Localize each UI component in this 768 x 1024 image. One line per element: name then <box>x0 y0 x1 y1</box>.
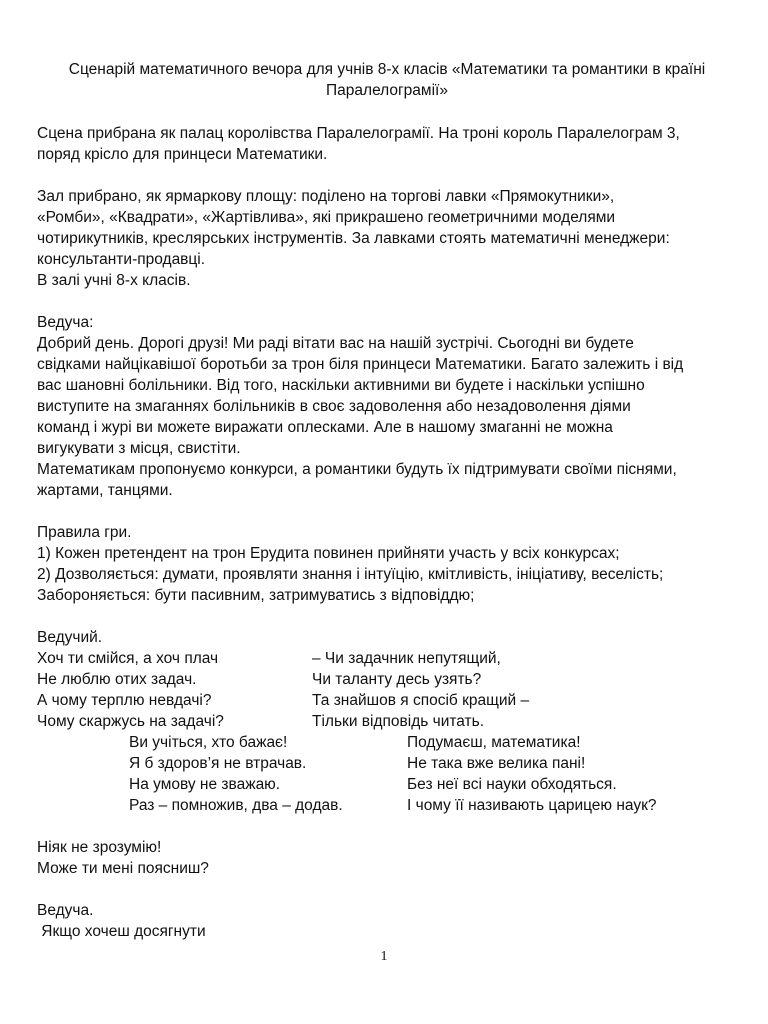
text-line: свідками найцікавішої боротьби за трон біля принцеси Математики. Багато залежить і від <box>37 356 684 373</box>
title-line: Сценарій математичного вечора для учнів 8-х класів «Математики та романтики в країні <box>68 61 706 78</box>
poem-right: Тільки відповідь читать. <box>312 713 485 730</box>
poem-right: Подумаєш, математика! <box>407 734 581 751</box>
text-line: Математикам пропонуємо конкурси, а романтики будуть їх підтримувати своїми піснями, <box>37 461 677 478</box>
poem-right: Не така вже велика пані! <box>407 755 586 772</box>
title-line: Паралелограмії» <box>326 82 448 99</box>
poem-right: І чому її називають царицею наук? <box>407 797 657 814</box>
text-line: Може ти мені поясниш? <box>37 860 209 877</box>
text-line: поряд крісло для принцеси Математики. <box>37 146 328 163</box>
poem-row <box>37 711 737 732</box>
page-number: 1 <box>380 949 388 964</box>
host-speech-1 <box>37 312 737 501</box>
poem-left: Хоч ти смійся, а хоч плач <box>37 650 219 667</box>
poem-right: Чи таланту десь узять? <box>312 671 482 688</box>
text-line: виступите на змаганнях болільників в своє задоволення або незадоволення діями <box>37 398 631 415</box>
text-line: жартами, танцями. <box>37 482 173 499</box>
poem-row <box>37 648 737 669</box>
poem-left: На умову не зважаю. <box>129 776 281 793</box>
speaker-label: Ведуча. <box>37 902 94 919</box>
scene-paragraph <box>37 123 737 165</box>
poem-row <box>37 753 737 774</box>
text-line: «Ромби», «Квадрати», «Жартівлива», які прикрашено геометричними моделями <box>37 209 616 226</box>
rule-item: 2) Дозволяється: думати, проявляти знання і інтуїцію, кмітливість, ініціативу, веселість; <box>37 566 664 583</box>
rules-heading: Правила гри. <box>37 524 132 541</box>
poem-right: – Чи задачник непутящий, <box>312 650 501 667</box>
rule-item: 1) Кожен претендент на трон Ерудита повинен прийняти участь у всіх конкурсах; <box>37 545 620 562</box>
poem-right: Та знайшов я спосіб кращий – <box>312 692 530 709</box>
host-speech-3 <box>37 900 737 942</box>
hall-paragraph <box>37 186 737 291</box>
poem-left: Не люблю отих задач. <box>37 671 197 688</box>
poem-left: А чому терплю невдачі? <box>37 692 212 709</box>
poem-right: Без неї всі науки обходяться. <box>407 776 617 793</box>
poem-left: Чому скаржусь на задачі? <box>37 713 224 730</box>
text-line: вас шановні болільники. Від того, наскільки активними ви будете і наскільки успішно <box>37 377 645 394</box>
speaker-label: Ведуча: <box>37 314 94 331</box>
text-line: Зал прибрано, як ярмаркову площу: поділено на торгові лавки «Прямокутники», <box>37 188 615 205</box>
poem-left: Я б здоров’я не втрачав. <box>129 755 307 772</box>
poem-left: Ви учіться, хто бажає! <box>129 734 288 751</box>
rules-paragraph <box>37 522 737 606</box>
text-line: Ніяк не зрозумію! <box>37 839 162 856</box>
document-page <box>37 59 737 963</box>
speaker-label: Ведучий. <box>37 629 103 646</box>
document-title <box>37 59 737 101</box>
text-line: консультанти-продавці. <box>37 251 206 268</box>
poem-row <box>37 690 737 711</box>
poem-row <box>37 669 737 690</box>
poem-section <box>37 627 737 816</box>
poem-row <box>37 795 737 816</box>
poem-row <box>37 774 737 795</box>
text-line: вигукувати з місця, свистіти. <box>37 440 241 457</box>
text-line: команд і журі ви можете виражати оплесками. Але в нашому змаганні не можна <box>37 419 613 436</box>
confused-paragraph <box>37 837 737 879</box>
rule-item: Забороняється: бути пасивним, затримуватись з відповіддю; <box>37 587 475 604</box>
text-line: чотирикутників, креслярських інструментів. За лавками стоять математичні менеджери: <box>37 230 670 247</box>
text-line: Якщо хочеш досягнути <box>37 923 206 940</box>
text-line: В залі учні 8-х класів. <box>37 272 191 289</box>
text-line: Сцена прибрана як палац королівства Паралелограмії. На троні король Паралелограм 3, <box>37 125 680 142</box>
text-line: Добрий день. Дорогі друзі! Ми раді вітати вас на нашій зустрічі. Сьогодні ви будете <box>37 335 634 352</box>
poem-left: Раз – помножив, два – додав. <box>129 797 343 814</box>
poem-row <box>37 732 737 753</box>
